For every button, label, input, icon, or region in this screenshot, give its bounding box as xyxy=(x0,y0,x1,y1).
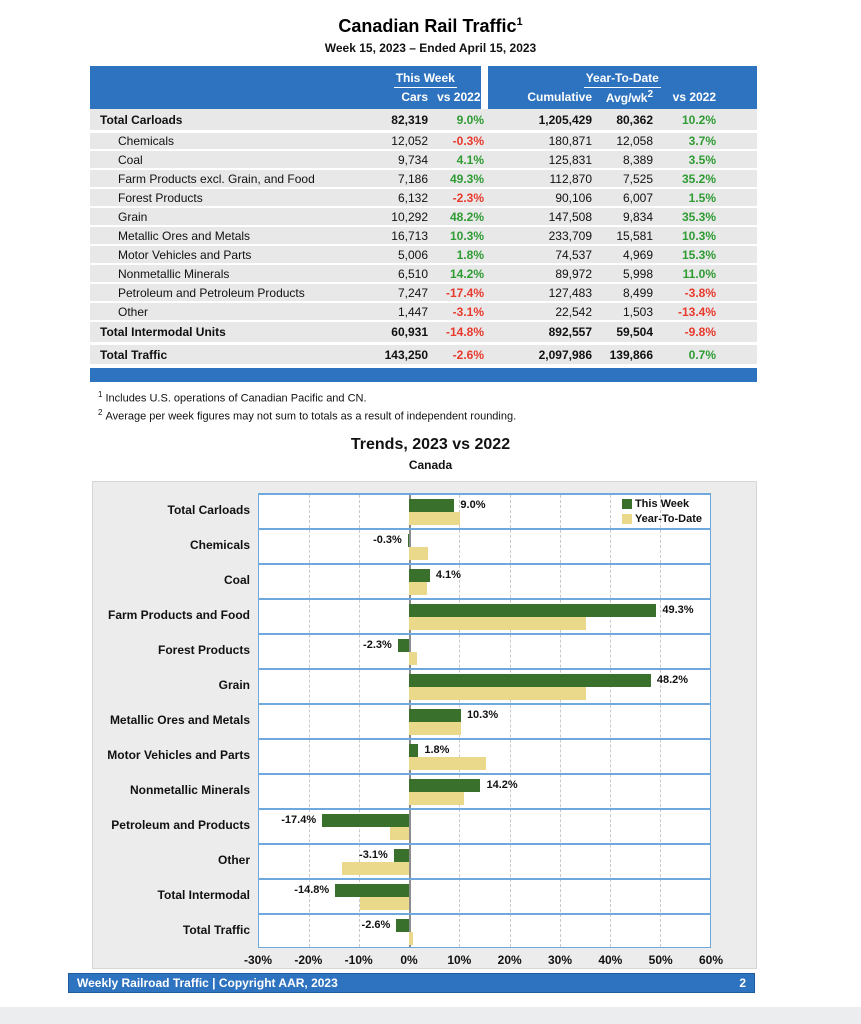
table-row xyxy=(90,264,757,283)
x-axis-tick-label: 60% xyxy=(698,952,724,967)
document-header xyxy=(0,0,861,55)
column-header-avg-wk xyxy=(592,88,653,109)
traffic-table-body xyxy=(90,109,757,365)
table-row xyxy=(90,321,757,343)
cell-cumulative: 89,972 xyxy=(484,264,592,283)
row-label: Total Carloads xyxy=(90,109,370,131)
chart-category-label: Petroleum and Products xyxy=(111,818,250,833)
footnote-1-text: Includes U.S. operations of Canadian Pacific and CN. xyxy=(105,392,367,405)
x-axis-tick-label: 30% xyxy=(547,952,572,967)
cell-cumulative: 892,557 xyxy=(484,321,592,343)
cell-avg-wk: 1,503 xyxy=(592,302,653,321)
cell-ytd-vs-2022: 3.5% xyxy=(653,150,757,169)
legend-item-label: This Week xyxy=(634,498,690,511)
chart-band xyxy=(259,810,710,845)
x-axis-tick-label: 0% xyxy=(400,952,418,967)
bar-this-week xyxy=(396,919,409,932)
bar-value-label: -2.3% xyxy=(363,638,392,651)
cell-cars: 6,510 xyxy=(370,264,428,283)
cell-avg-wk: 8,389 xyxy=(592,150,653,169)
cell-ytd-vs-2022: 11.0% xyxy=(653,264,757,283)
page-title-footnote-marker: 1 xyxy=(516,16,523,28)
cell-week-vs-2022: 14.2% xyxy=(428,264,484,283)
row-label: Motor Vehicles and Parts xyxy=(90,245,370,264)
cell-cumulative: 180,871 xyxy=(484,131,592,150)
chart-band xyxy=(259,530,710,565)
bar-value-label: 9.0% xyxy=(460,498,486,511)
table-row xyxy=(90,169,757,188)
page-title xyxy=(0,16,861,37)
x-axis-tick-label: 10% xyxy=(447,952,472,967)
cell-cumulative: 2,097,986 xyxy=(484,343,592,365)
trends-bar-chart xyxy=(92,481,757,969)
cell-week-vs-2022: -2.6% xyxy=(428,343,484,365)
cell-cars: 16,713 xyxy=(370,226,428,245)
cell-avg-wk: 8,499 xyxy=(592,283,653,302)
table-row xyxy=(90,207,757,226)
cell-ytd-vs-2022: 15.3% xyxy=(653,245,757,264)
cell-week-vs-2022: -2.3% xyxy=(428,188,484,207)
cell-avg-wk: 6,007 xyxy=(592,188,653,207)
chart-plot-area xyxy=(258,493,711,948)
bar-value-label: -17.4% xyxy=(281,813,317,826)
cell-cars: 60,931 xyxy=(370,321,428,343)
bar-value-label: -2.6% xyxy=(361,918,391,931)
cell-ytd-vs-2022: 35.2% xyxy=(653,169,757,188)
cell-avg-wk: 59,504 xyxy=(592,321,653,343)
footnote-1-marker: 1 xyxy=(98,389,103,399)
chart-title: Trends, 2023 vs 2022 xyxy=(350,435,511,453)
cell-week-vs-2022: -0.3% xyxy=(428,131,484,150)
cell-week-vs-2022: -14.8% xyxy=(428,321,484,343)
cell-cumulative: 125,831 xyxy=(484,150,592,169)
footnote-1 xyxy=(98,390,861,405)
group-header-year-to-date xyxy=(484,66,757,88)
x-axis-tick-label: 50% xyxy=(648,952,673,967)
cell-week-vs-2022: 1.8% xyxy=(428,245,484,264)
x-axis-tick-label: -30% xyxy=(243,952,273,967)
x-axis-tick-label: 20% xyxy=(497,952,522,967)
chart-category-label: Other xyxy=(217,853,250,868)
chart-x-axis xyxy=(243,952,724,969)
footnote-2-marker: 2 xyxy=(98,408,103,418)
cell-cumulative: 112,870 xyxy=(484,169,592,188)
chart-legend xyxy=(622,497,702,527)
cell-week-vs-2022: 9.0% xyxy=(428,109,484,131)
bar-this-week xyxy=(398,639,410,652)
chart-category-label: Coal xyxy=(223,573,250,588)
chart-category-labels xyxy=(93,493,250,948)
cell-cars: 82,319 xyxy=(370,109,428,131)
bar-value-label: -3.1% xyxy=(359,848,388,861)
row-label: Metallic Ores and Metals xyxy=(90,226,370,245)
cell-cumulative: 90,106 xyxy=(484,188,592,207)
bottom-strip xyxy=(0,1007,861,1024)
cell-ytd-vs-2022: 10.2% xyxy=(653,109,757,131)
chart-band xyxy=(259,740,710,775)
column-header-cars: Cars xyxy=(370,88,428,109)
cell-ytd-vs-2022: -3.8% xyxy=(653,283,757,302)
cell-week-vs-2022: -3.1% xyxy=(428,302,484,321)
chart-band xyxy=(259,635,710,670)
bar-year-to-date xyxy=(409,932,413,945)
bar-value-label: -14.8% xyxy=(294,883,330,896)
bar-this-week xyxy=(409,709,461,722)
group-header-year-to-date-label: Year-To-Date xyxy=(584,71,661,88)
row-label: Total Intermodal Units xyxy=(90,321,370,343)
chart-category-label: Metallic Ores and Metals xyxy=(109,713,250,728)
cell-cumulative: 74,537 xyxy=(484,245,592,264)
cell-cumulative: 147,508 xyxy=(484,207,592,226)
bar-year-to-date xyxy=(342,862,409,875)
column-header-row xyxy=(90,88,757,109)
bar-this-week xyxy=(408,534,410,547)
group-header-this-week-label: This Week xyxy=(394,71,457,88)
cell-cars: 6,132 xyxy=(370,188,428,207)
chart-band xyxy=(259,495,710,530)
year-to-date-swatch xyxy=(622,514,632,524)
bar-this-week xyxy=(394,849,410,862)
footer-text: Weekly Railroad Traffic | Copyright AAR, 2023 xyxy=(77,976,338,990)
footer-page-number: 2 xyxy=(739,976,746,990)
cell-week-vs-2022: -17.4% xyxy=(428,283,484,302)
bar-year-to-date xyxy=(409,687,586,700)
chart-band xyxy=(259,705,710,740)
legend-item-label: Year-To-Date xyxy=(634,513,702,526)
bar-this-week xyxy=(409,674,651,687)
row-label: Other xyxy=(90,302,370,321)
column-header-avg-wk-footnote-marker: 2 xyxy=(647,89,654,100)
bar-this-week xyxy=(322,814,409,827)
bar-this-week xyxy=(409,604,656,617)
footnote-2-text: Average per week figures may not sum to totals as a result of independent rounding. xyxy=(105,410,517,423)
column-header-week-vs-2022: vs 2022 xyxy=(428,88,484,109)
legend-item xyxy=(622,497,702,512)
cell-cars: 7,247 xyxy=(370,283,428,302)
chart-category-label: Farm Products and Food xyxy=(107,608,250,623)
cell-avg-wk: 80,362 xyxy=(592,109,653,131)
row-label: Chemicals xyxy=(90,131,370,150)
row-label: Nonmetallic Minerals xyxy=(90,264,370,283)
cell-ytd-vs-2022: 35.3% xyxy=(653,207,757,226)
cell-avg-wk: 139,866 xyxy=(592,343,653,365)
legend-item xyxy=(622,512,702,527)
chart-band xyxy=(259,600,710,635)
column-header-ytd-vs-2022: vs 2022 xyxy=(653,88,757,109)
table-row xyxy=(90,245,757,264)
bar-year-to-date xyxy=(360,897,409,910)
bar-value-label: 48.2% xyxy=(656,673,689,686)
chart-category-label: Forest Products xyxy=(157,643,250,658)
chart-category-label: Grain xyxy=(218,678,250,693)
bar-year-to-date xyxy=(409,582,427,595)
group-header-row xyxy=(90,66,757,88)
chart-subtitle: Canada xyxy=(408,457,453,472)
cell-week-vs-2022: 48.2% xyxy=(428,207,484,226)
table-row xyxy=(90,109,757,131)
cell-ytd-vs-2022: -9.8% xyxy=(653,321,757,343)
bar-value-label: -0.3% xyxy=(373,533,402,546)
bar-year-to-date xyxy=(409,617,585,630)
column-header-cumulative: Cumulative xyxy=(484,88,592,109)
table-row xyxy=(90,150,757,169)
chart-category-label: Motor Vehicles and Parts xyxy=(107,748,250,763)
cell-week-vs-2022: 4.1% xyxy=(428,150,484,169)
footer-bar xyxy=(68,973,755,993)
cell-avg-wk: 9,834 xyxy=(592,207,653,226)
x-axis-tick-label: -20% xyxy=(294,952,323,967)
cell-cumulative: 22,542 xyxy=(484,302,592,321)
cell-cars: 12,052 xyxy=(370,131,428,150)
traffic-table-wrap xyxy=(90,66,757,382)
bar-year-to-date xyxy=(409,652,417,665)
cell-avg-wk: 4,969 xyxy=(592,245,653,264)
empty-header-cell xyxy=(90,66,370,88)
cell-cars: 1,447 xyxy=(370,302,428,321)
bar-year-to-date xyxy=(409,722,461,735)
bar-this-week xyxy=(409,744,418,757)
row-label: Grain xyxy=(90,207,370,226)
bar-value-label: 10.3% xyxy=(466,708,499,721)
chart-category-label: Total Intermodal xyxy=(157,888,250,903)
x-axis-tick-label: -10% xyxy=(344,952,373,967)
cell-ytd-vs-2022: -13.4% xyxy=(653,302,757,321)
table-row xyxy=(90,131,757,150)
footnotes xyxy=(98,390,861,423)
footnote-2 xyxy=(98,408,861,423)
chart-category-label: Nonmetallic Minerals xyxy=(129,783,250,798)
cell-avg-wk: 15,581 xyxy=(592,226,653,245)
chart-band xyxy=(259,915,710,950)
cell-cumulative: 1,205,429 xyxy=(484,109,592,131)
bar-year-to-date xyxy=(409,757,486,770)
table-bottom-bar xyxy=(90,368,757,382)
cell-cars: 143,250 xyxy=(370,343,428,365)
chart-band xyxy=(259,845,710,880)
cell-cars: 5,006 xyxy=(370,245,428,264)
chart-band xyxy=(259,670,710,705)
row-label: Petroleum and Petroleum Products xyxy=(90,283,370,302)
chart-band xyxy=(259,880,710,915)
bar-value-label: 1.8% xyxy=(424,743,450,756)
row-label: Coal xyxy=(90,150,370,169)
chart-band xyxy=(259,565,710,600)
bar-year-to-date xyxy=(409,512,460,525)
table-row xyxy=(90,343,757,365)
table-row xyxy=(90,302,757,321)
cell-avg-wk: 12,058 xyxy=(592,131,653,150)
cell-ytd-vs-2022: 10.3% xyxy=(653,226,757,245)
traffic-table xyxy=(90,66,757,367)
row-label: Farm Products excl. Grain, and Food xyxy=(90,169,370,188)
column-header-avg-wk-label: Avg/wk xyxy=(605,91,648,105)
table-row xyxy=(90,188,757,207)
bar-this-week xyxy=(335,884,409,897)
cell-ytd-vs-2022: 0.7% xyxy=(653,343,757,365)
table-row xyxy=(90,226,757,245)
x-axis-tick-label: 40% xyxy=(598,952,623,967)
cell-cars: 9,734 xyxy=(370,150,428,169)
bar-this-week xyxy=(409,569,430,582)
empty-header-cell xyxy=(90,88,370,109)
cell-cumulative: 233,709 xyxy=(484,226,592,245)
chart-category-label: Total Traffic xyxy=(182,923,250,938)
cell-avg-wk: 7,525 xyxy=(592,169,653,188)
cell-ytd-vs-2022: 1.5% xyxy=(653,188,757,207)
cell-avg-wk: 5,998 xyxy=(592,264,653,283)
row-label: Forest Products xyxy=(90,188,370,207)
cell-week-vs-2022: 10.3% xyxy=(428,226,484,245)
bar-year-to-date xyxy=(409,792,464,805)
page-subtitle: Week 15, 2023 – Ended April 15, 2023 xyxy=(324,41,537,55)
cell-ytd-vs-2022: 3.7% xyxy=(653,131,757,150)
this-week-swatch xyxy=(622,499,632,509)
row-label: Total Traffic xyxy=(90,343,370,365)
cell-week-vs-2022: 49.3% xyxy=(428,169,484,188)
group-header-this-week xyxy=(370,66,484,88)
bar-year-to-date xyxy=(409,547,428,560)
table-row xyxy=(90,283,757,302)
chart-band xyxy=(259,775,710,810)
cell-cars: 7,186 xyxy=(370,169,428,188)
bar-this-week xyxy=(409,499,454,512)
chart-category-label: Chemicals xyxy=(189,538,250,553)
bar-value-label: 14.2% xyxy=(486,778,518,791)
bar-value-label: 49.3% xyxy=(662,603,694,616)
cell-cumulative: 127,483 xyxy=(484,283,592,302)
page-title-text: Canadian Rail Traffic xyxy=(338,16,517,36)
chart-bands xyxy=(259,495,710,950)
bar-value-label: 4.1% xyxy=(435,568,461,581)
cell-cars: 10,292 xyxy=(370,207,428,226)
traffic-table-header xyxy=(90,66,757,109)
bar-this-week xyxy=(409,779,480,792)
chart-category-label: Total Carloads xyxy=(167,503,250,518)
bar-year-to-date xyxy=(390,827,409,840)
